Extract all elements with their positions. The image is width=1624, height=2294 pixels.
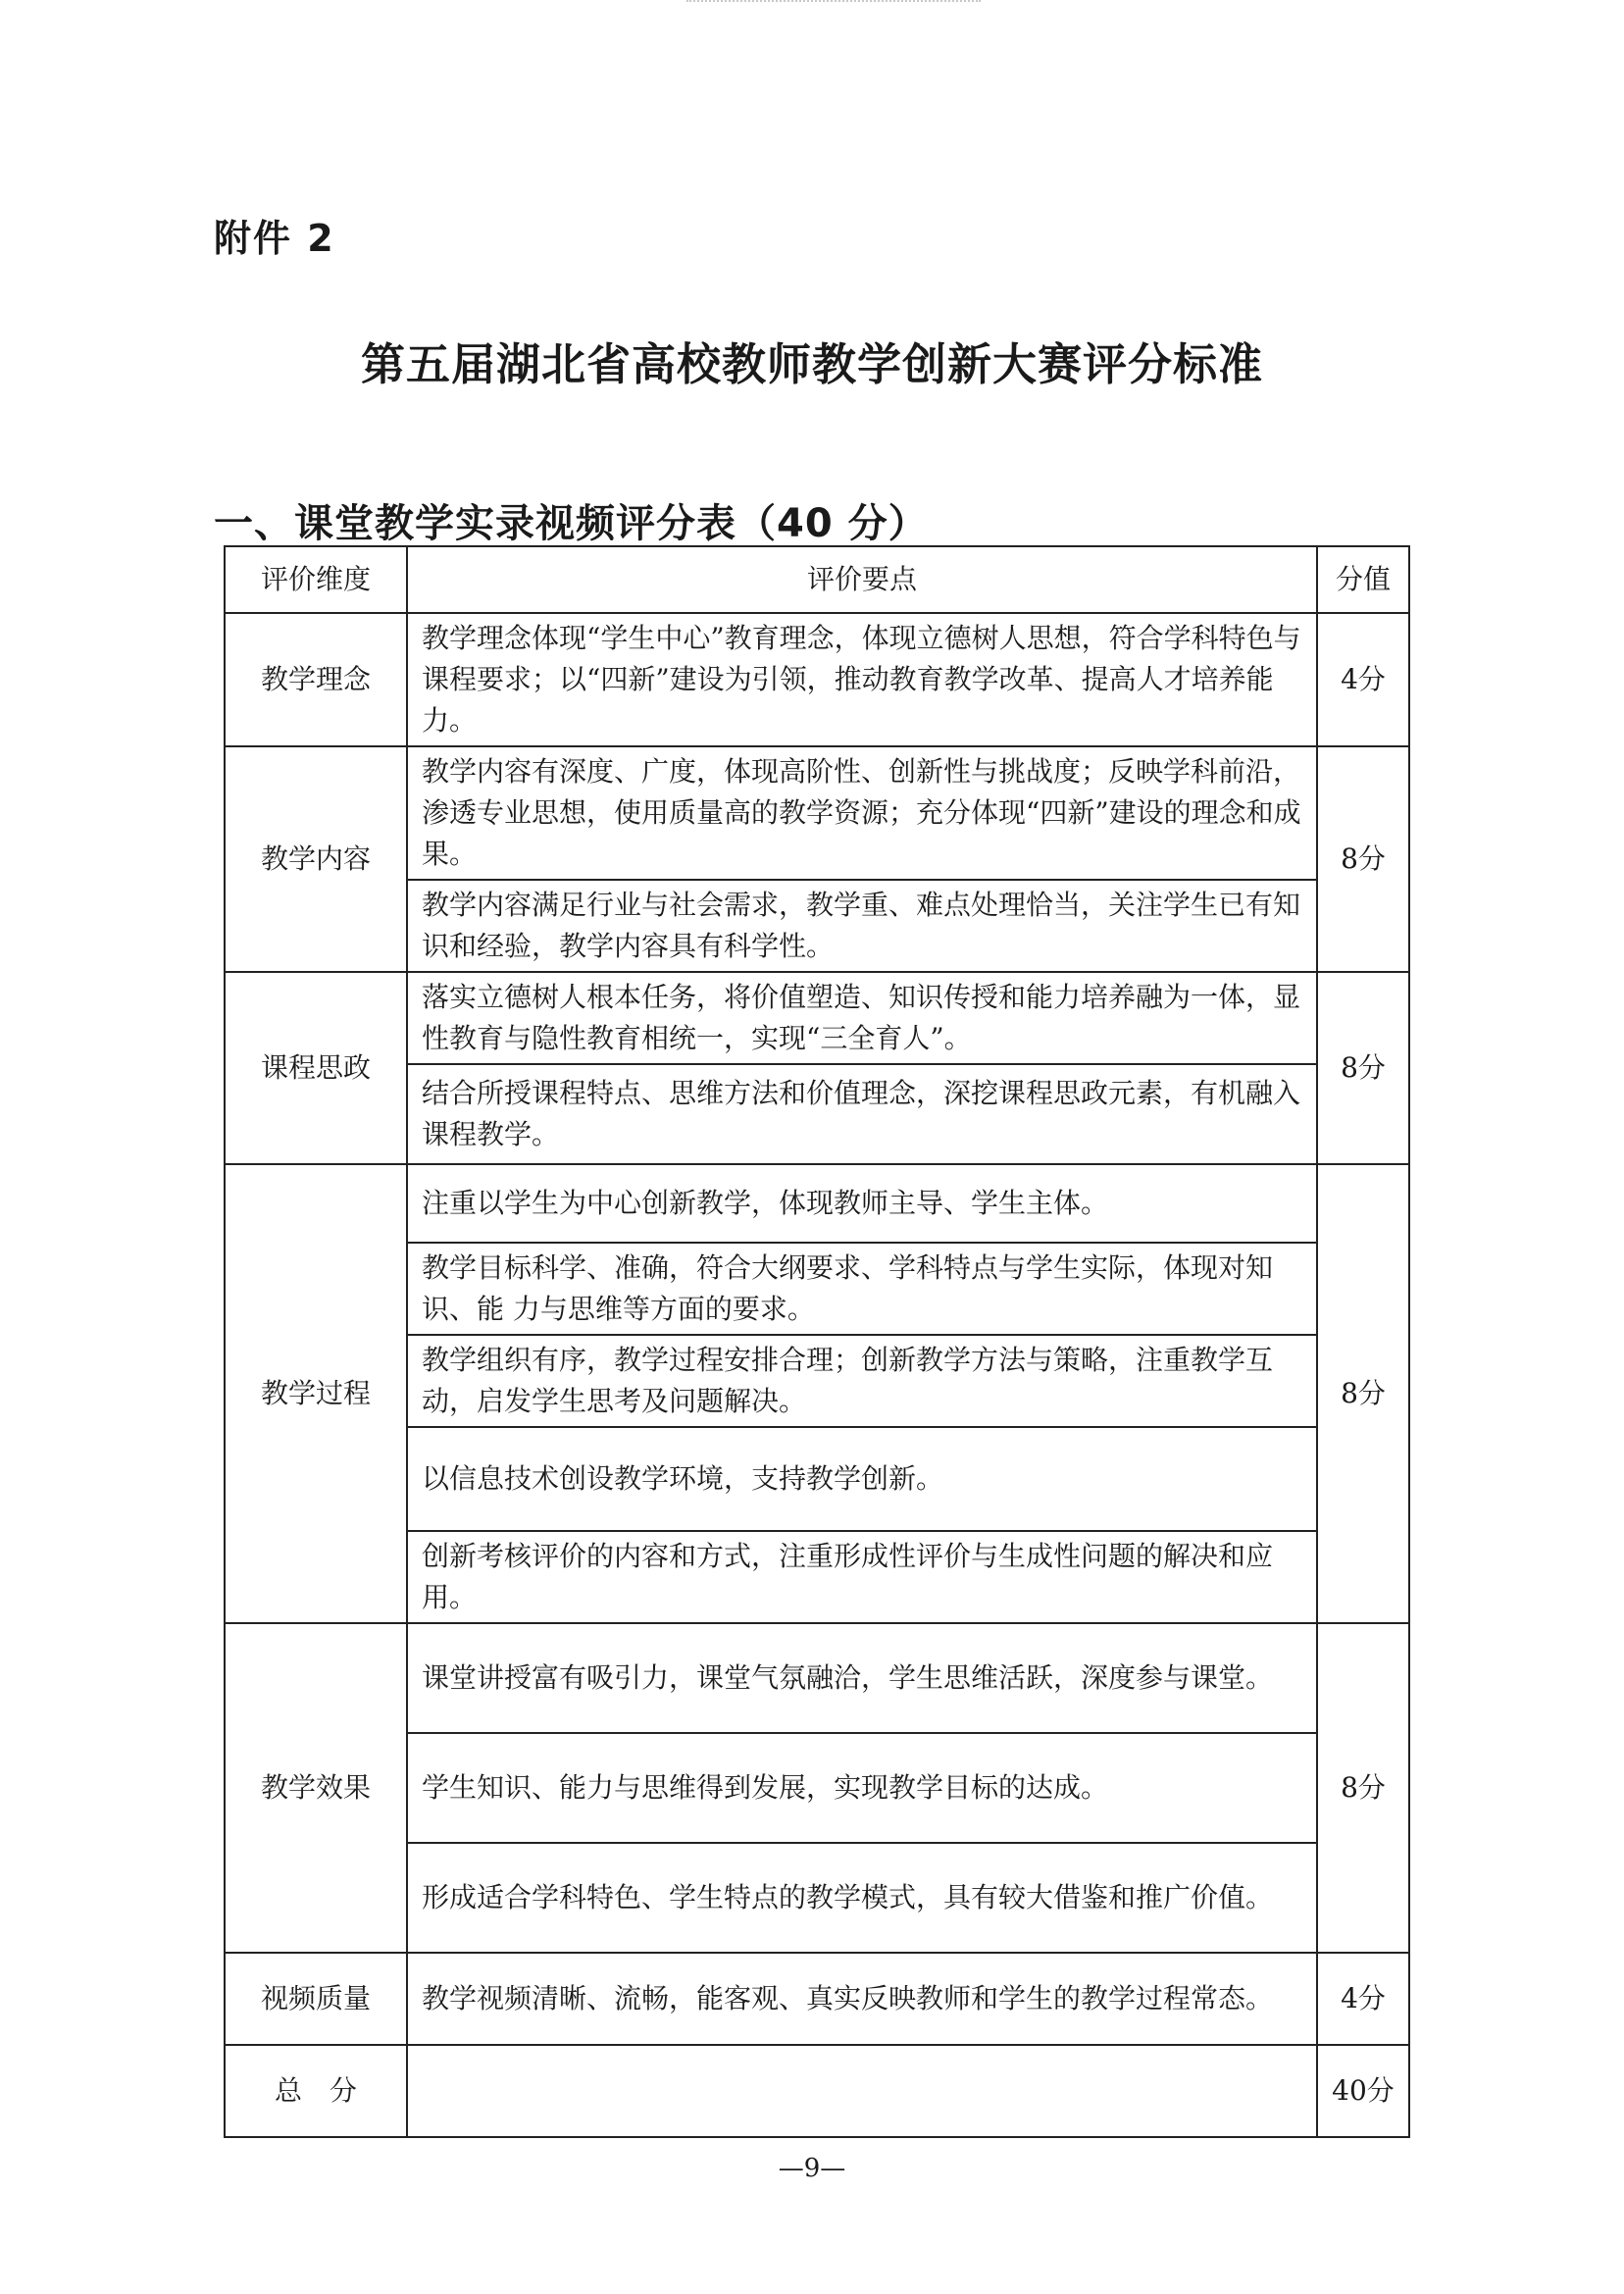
- attachment-label: 附件 2: [214, 217, 335, 260]
- table-header-row: [225, 546, 1409, 613]
- dimension-cell: 教学效果: [225, 1623, 407, 1953]
- point-cell: 教学理念体现“学生中心”教育理念，体现立德树人思想，符合学科特色与课程要求；以“四新”建设为引领，推动教育教学改革、提高人才培养能力。: [407, 613, 1317, 746]
- point-cell: 教学视频清晰、流畅，能客观、真实反映教师和学生的教学过程常态。: [407, 1953, 1317, 2045]
- total-score: 40分: [1317, 2045, 1409, 2137]
- point-cell: 教学内容有深度、广度，体现高阶性、创新性与挑战度；反映学科前沿，渗透专业思想，使用质量高的教学资源；充分体现“四新”建设的理念和成果。: [407, 746, 1317, 880]
- table-row: [225, 1164, 1409, 1243]
- score-cell: 8分: [1317, 1623, 1409, 1953]
- header-points: 评价要点: [407, 546, 1317, 613]
- point-cell: 注重以学生为中心创新教学，体现教师主导、学生主体。: [407, 1164, 1317, 1243]
- header-dimension: 评价维度: [225, 546, 407, 613]
- point-cell: 结合所授课程特点、思维方法和价值理念，深挖课程思政元素，有机融入课程教学。: [407, 1064, 1317, 1164]
- header-score: 分值: [1317, 546, 1409, 613]
- score-cell: 4分: [1317, 613, 1409, 746]
- scan-artifact: [686, 0, 981, 8]
- page-number: —9—: [778, 2154, 846, 2183]
- score-cell: 8分: [1317, 746, 1409, 972]
- point-cell: 教学内容满足行业与社会需求，教学重、难点处理恰当，关注学生已有知识和经验，教学内容具有科学性。: [407, 880, 1317, 972]
- dimension-cell: 教学理念: [225, 613, 407, 746]
- section-title: 一、课堂教学实录视频评分表（40 分）: [214, 501, 929, 546]
- scoring-table: [224, 545, 1410, 2138]
- score-cell: 4分: [1317, 1953, 1409, 2045]
- document-title: 第五届湖北省高校教师教学创新大赛评分标准: [360, 338, 1263, 390]
- total-row: [225, 2045, 1409, 2137]
- dimension-cell: 课程思政: [225, 972, 407, 1164]
- point-cell: 形成适合学科特色、学生特点的教学模式，具有较大借鉴和推广价值。: [407, 1843, 1317, 1953]
- score-cell: 8分: [1317, 1164, 1409, 1623]
- dimension-cell: 教学过程: [225, 1164, 407, 1623]
- total-empty-cell: [407, 2045, 1317, 2137]
- point-cell: 教学组织有序，教学过程安排合理；创新教学方法与策略，注重教学互动，启发学生思考及问题解决。: [407, 1335, 1317, 1427]
- table-row: [225, 746, 1409, 880]
- table-row: [225, 613, 1409, 746]
- table-row: [225, 1953, 1409, 2045]
- table-row: [225, 972, 1409, 1064]
- total-label: 总 分: [225, 2045, 407, 2137]
- point-cell: 学生知识、能力与思维得到发展，实现教学目标的达成。: [407, 1733, 1317, 1843]
- point-cell: 以信息技术创设教学环境，支持教学创新。: [407, 1427, 1317, 1531]
- point-cell: 落实立德树人根本任务，将价值塑造、知识传授和能力培养融为一体，显性教育与隐性教育相统一，实现“三全育人”。: [407, 972, 1317, 1064]
- dimension-cell: 教学内容: [225, 746, 407, 972]
- score-cell: 8分: [1317, 972, 1409, 1164]
- point-cell: 课堂讲授富有吸引力，课堂气氛融洽，学生思维活跃，深度参与课堂。: [407, 1623, 1317, 1733]
- dimension-cell: 视频质量: [225, 1953, 407, 2045]
- point-cell: 教学目标科学、准确，符合大纲要求、学科特点与学生实际，体现对知识、能 力与思维等方面的要求。: [407, 1243, 1317, 1335]
- point-cell: 创新考核评价的内容和方式，注重形成性评价与生成性问题的解决和应用。: [407, 1531, 1317, 1623]
- table-row: [225, 1623, 1409, 1733]
